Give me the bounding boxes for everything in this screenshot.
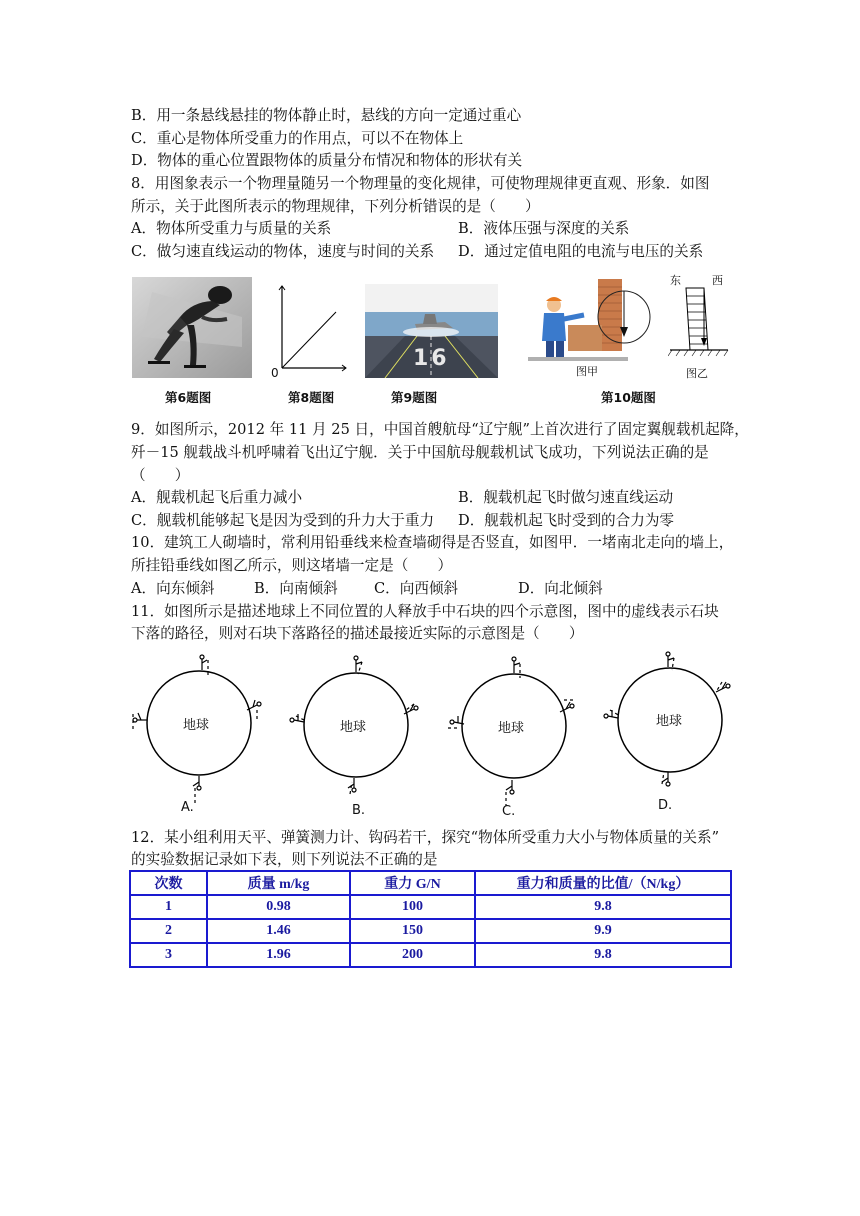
header-mass: 质量 m/kg (207, 871, 350, 895)
q10-option-a: A．向东倾斜 (131, 580, 215, 597)
cell-weight: 200 (350, 943, 475, 967)
caption-fig10: 第10题图 (601, 390, 656, 405)
cell-trial: 3 (130, 943, 207, 967)
figure-8-graph (268, 282, 348, 380)
earth-diagram-a (129, 650, 269, 820)
q9-option-b: B．舰载机起飞时做匀速直线运动 (458, 489, 674, 506)
earth-label-c: 地球 (498, 721, 525, 736)
q9-stem-line1: 9．如图所示，2012 年 11 月 25 日，中国首艘航母“辽宁舰”上首次进行了固定翼舰载机起降， (131, 421, 749, 438)
cell-trial: 2 (130, 919, 207, 943)
q10-option-b: B．向南倾斜 (254, 580, 338, 597)
q8-option-a: A．物体所受重力与质量的关系 (131, 220, 332, 237)
graph-origin-label: 0 (271, 366, 279, 380)
q9-stem-line2: 歼－15 舰载战斗机呼啸着飞出辽宁舰．关于中国航母舰载机试飞成功，下列说法正确的是 (131, 444, 709, 461)
q10-stem-line1: 10．建筑工人砌墙时，常利用铅垂线来检查墙砌得是否竖直，如图甲．一堵南北走向的墙上， (131, 534, 734, 551)
q11-stem-line2: 下落的路径，则对石块下落路径的描述最接近实际的示意图是（ ） (131, 625, 584, 642)
earth-diagram-b (286, 650, 426, 820)
q12-stem-line1: 12．某小组利用天平、弹簧测力计、钩码若干，探究“物体所受重力大小与物体质量的关系” (131, 829, 720, 846)
q9-stem-line3: （ ） (131, 467, 190, 484)
deck-number: 16 (413, 346, 450, 371)
cell-mass: 1.96 (207, 943, 350, 967)
q8-option-d: D．通过定值电阻的电流与电压的关系 (458, 243, 704, 260)
caption-fig9: 第9题图 (391, 390, 438, 405)
caption-fig8: 第8题图 (288, 390, 335, 405)
table-header-row (130, 871, 731, 895)
q12-stem-line2: 的实验数据记录如下表，则下列说法不正确的是 (131, 851, 438, 868)
figure-9-carrier (365, 284, 498, 378)
q11-stem-line1: 11．如图所示是描述地球上不同位置的人释放手中石块的四个示意图，图中的虚线表示石块 (131, 603, 719, 620)
earth-diagram-c (444, 650, 584, 820)
figure-6-skater (132, 277, 252, 378)
table-row (130, 895, 731, 919)
q8-stem-line2: 所示，关于此图所表示的物理规律，下列分析错误的是（ ） (131, 198, 540, 215)
option-label-c: C. (502, 804, 516, 819)
q7-option-d: D．物体的重心位置跟物体的质量分布情况和物体的形状有关 (131, 152, 523, 169)
cell-mass: 0.98 (207, 895, 350, 919)
cell-ratio: 9.8 (475, 895, 731, 919)
figure-10-yi (668, 272, 732, 378)
figure-10-jia (528, 271, 660, 376)
fig10-jia-label: 图甲 (576, 365, 598, 378)
cell-mass: 1.46 (207, 919, 350, 943)
east-label: 东 (670, 274, 681, 287)
q7-option-b: B．用一条悬线悬挂的物体静止时，悬线的方向一定通过重心 (131, 107, 522, 124)
header-weight: 重力 G/N (350, 871, 475, 895)
q9-option-c: C．舰载机能够起飞是因为受到的升力大于重力 (131, 512, 435, 529)
earth-label-d: 地球 (656, 714, 683, 729)
cell-ratio: 9.9 (475, 919, 731, 943)
option-label-d: D. (658, 798, 673, 813)
cell-weight: 150 (350, 919, 475, 943)
option-label-a: A. (181, 800, 194, 815)
q10-option-d: D．向北倾斜 (518, 580, 603, 597)
cell-weight: 100 (350, 895, 475, 919)
q8-option-c: C．做匀速直线运动的物体，速度与时间的关系 (131, 243, 435, 260)
header-trial: 次数 (130, 871, 207, 895)
header-ratio: 重力和质量的比值/（N/kg） (475, 871, 731, 895)
q8-stem-line1: 8．用图象表示一个物理量随另一个物理量的变化规律，可使物理规律更直观、形象．如图 (131, 175, 710, 192)
q8-option-b: B．液体压强与深度的关系 (458, 220, 630, 237)
west-label: 西 (712, 274, 723, 287)
q10-stem-line2: 所挂铅垂线如图乙所示，则这堵墙一定是（ ） (131, 557, 453, 574)
earth-label-b: 地球 (340, 720, 367, 735)
q7-option-c: C．重心是物体所受重力的作用点，可以不在物体上 (131, 130, 464, 147)
fig10-yi-label: 图乙 (686, 367, 708, 380)
table-row (130, 943, 731, 967)
cell-ratio: 9.8 (475, 943, 731, 967)
q9-option-a: A．舰载机起飞后重力减小 (131, 489, 303, 506)
table-row (130, 919, 731, 943)
option-label-b: B. (352, 803, 366, 818)
caption-fig6: 第6题图 (165, 390, 212, 405)
earth-diagram-d (600, 648, 740, 818)
q10-option-c: C．向西倾斜 (374, 580, 459, 597)
data-table (129, 870, 732, 968)
q9-option-d: D．舰载机起飞时受到的合力为零 (458, 512, 675, 529)
cell-trial: 1 (130, 895, 207, 919)
earth-label-a: 地球 (183, 718, 210, 733)
